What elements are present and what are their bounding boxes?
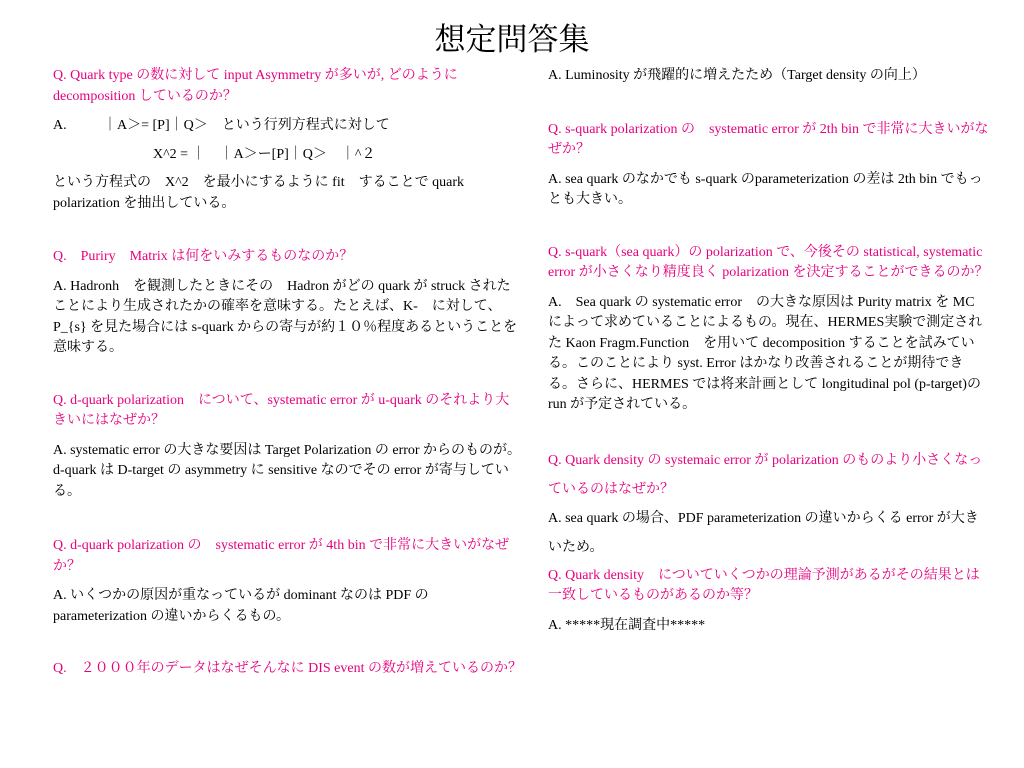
question-purity-matrix: Q. Puriry Matrix は何をいみするものなのか？ [53,249,354,264]
answer-quark-density-theory: A. *****現在調査中***** [548,617,706,633]
answer-quark-type-equation: X^2 = ｜ ｜A＞ー[P]｜Q＞ ｜^２ [153,146,376,162]
question-quark-density-error: Q. Quark density の systemaic error が polarization のものより小さくなっているのはなぜか？ [548,452,983,497]
answer-quark-type-line3: という方程式の X^2 を最小にするように fit することで quark polarization を抽出している。 [53,175,464,211]
answer-s-quark-2th-bin: A. sea quark のなかでも s-quark のparameterization の差は 2th bin でもっとも大きい。 [548,171,983,207]
answer-d-quark-syst-error: A. systematic error の大きな要因は Target Polarization の error からのものが。 d-quark は D-target の asymmetry に sensitive なのでその error が寄与している。 [53,442,522,499]
question-2000-data: Q. ２０００年のデータはなぜそんなに DIS event の数が増えているのか？ [53,661,522,676]
question-quark-type: Q. Quark type の数に対して input Asymmetry が多いが, どのように decomposition しているのか？ [53,68,458,104]
answer-2000-data: A. Luminosity が飛躍的に増えたため（Target density の向上） [548,68,926,83]
answer-purity-matrix: A. Hadronh を観測したときにその Hadron がどの quark が struck されたことにより生成されたかの確率を意味する。たとえば、K- に対して、P_{s} を見た場合には s-quark からの寄与が約１０％程度あるということを意味する。 [53,278,518,355]
question-s-quark-2th-bin: Q. s-quark polarization の systematic error が 2th bin で非常に大きいがなぜか？ [548,121,989,157]
question-d-quark-4th-bin: Q. d-quark polarization の systematic error が 4th bin で非常に大きいがなぜか？ [53,538,510,574]
question-quark-density-theory: Q. Quark density についていくつかの理論予測があるがその結果とは一致しているものがあるのか等？ [548,567,980,603]
answer-d-quark-4th-bin: A. いくつかの原因が重なっているが dominant なのは PDF の parameterization の違いからくるもの。 [53,588,429,624]
page-title: 想定問答集 [434,22,590,58]
answer-s-quark-precision: A. Sea quark の systematic error の大きな原因は Purity matrix を MC によって求めていることによるもの。現在、HERMES実験で測定された Kaon Fragm.Function を用いて decomposition することを試みている。このことにより syst. Error はかなり改善されることが期待できる。さらに、HERMES では将来計画として longitudinal pol (p-target)の run が予定されている。 [548,294,983,412]
left-column [53,66,523,680]
answer-quark-type-line1: A. ｜A＞= [P]｜Q＞ という行列方程式に対して [53,118,390,133]
question-d-quark-syst-error: Q. d-quark polarization について、systematic error が u-quark のそれより大きいにはなぜか？ [53,392,510,428]
right-column [548,66,990,636]
question-s-quark-precision: Q. s-quark（sea quark）の polarization で、今後その statistical, systematic error が小さくなり精度良く polarization を決定することができるのか？ [548,244,989,280]
answer-quark-density-error: A. sea quark の場合、PDF parameterization の違いからくる error が大きいため。 [548,510,979,555]
